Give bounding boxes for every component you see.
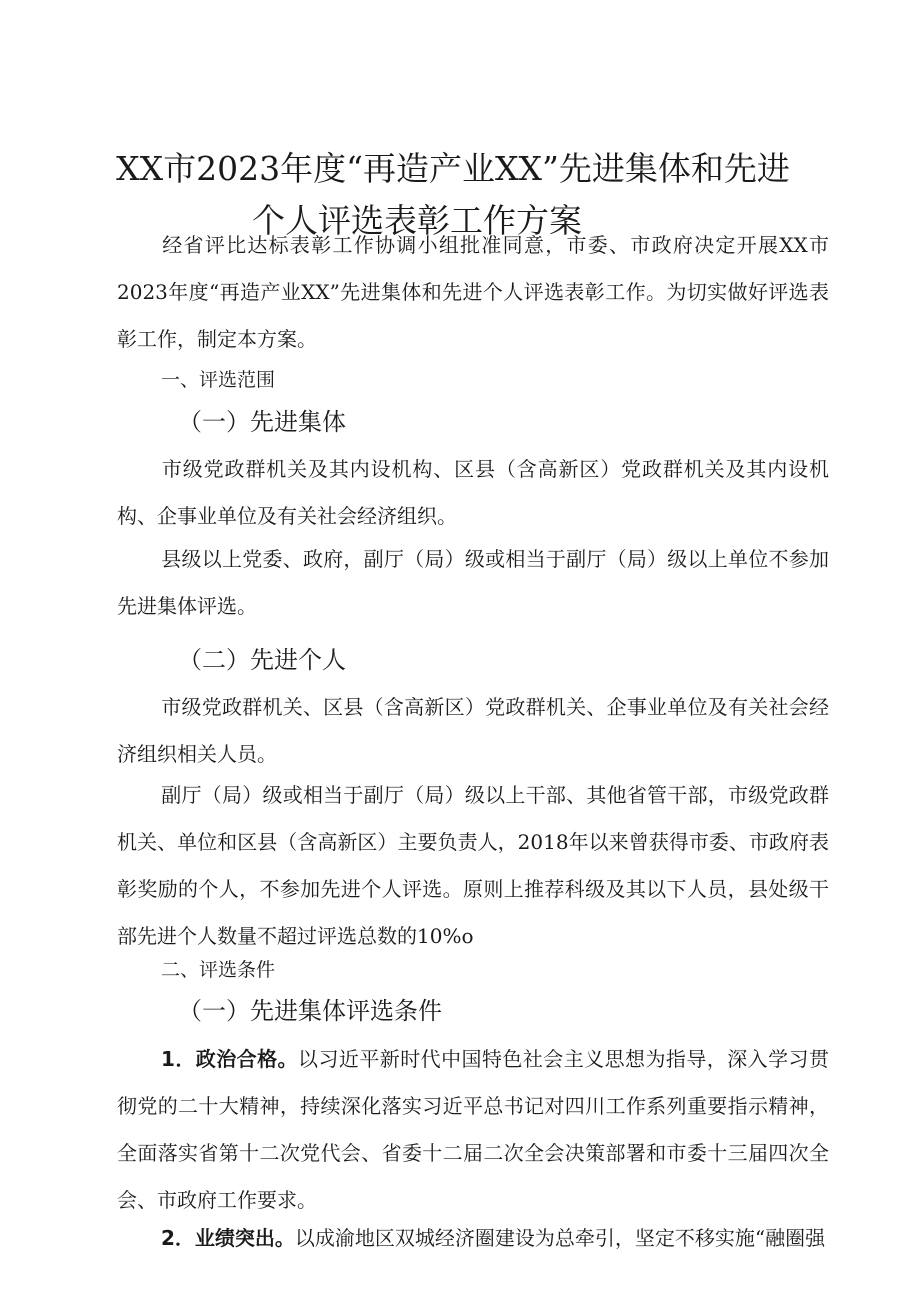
section1-sub1-para1	[117, 446, 829, 540]
section1-sub2-para2	[117, 772, 829, 960]
intro-text: 经省评比达标表彰工作协调小组批准同意，市委、市政府决定开展XX市2023年度“再造产业XX”先进集体和先进个人评选表彰工作。为切实做好评选表彰工作，制定本方案。	[117, 233, 829, 351]
section2-sub1-heading: （一）先进集体评选条件	[178, 997, 442, 1025]
document-title-line1: XX市2023年度“再造产业XX”先进集体和先进	[116, 149, 790, 189]
intro-paragraph	[117, 222, 829, 363]
section1-sub2-para2-text: 副厅（局）级或相当于副厅（局）级以上干部、其他省管干部，市级党政群机关、单位和区县（含高新区）主要负责人，2018年以来曾获得市委、市政府表彰奖励的个人，不参加先进个人评选。原则上推荐科级及其以下人员，县处级干部先进个人数量不超过评选总数的10%o	[117, 783, 829, 948]
section1-sub1-para2-text: 县级以上党委、政府，副厅（局）级或相当于副厅（局）级以上单位不参加先进集体评选。	[117, 547, 829, 618]
section2-item2-label: 2．业绩突出。	[161, 1226, 295, 1250]
section2-item1-label: 1．政治合格。	[161, 1047, 298, 1071]
section1-sub2-para1	[117, 684, 829, 778]
section2-item1-text: 以习近平新时代中国特色社会主义思想为指导，深入学习贯彻党的二十大精神，持续深化落实习近平总书记对四川工作系列重要指示精神，全面落实省第十二次党代会、省委十二届二次全会决策部署和市委十三届四次全会、市政府工作要求。	[117, 1047, 829, 1212]
section2-heading: 二、评选条件	[161, 959, 276, 981]
section2-item2-text: 以成渝地区双城经济圈建设为总牵引，坚定不移实施“融圈强	[294, 1226, 826, 1250]
section1-heading: 一、评选范围	[161, 369, 276, 391]
document-title-line2-text: 个人评选表彰工作方案	[252, 201, 582, 241]
section2-item1	[117, 1036, 829, 1224]
section1-sub1-heading: （一）先进集体	[178, 408, 346, 436]
section1-sub1-para2	[117, 536, 829, 630]
section1-sub2-heading: （二）先进个人	[178, 646, 346, 674]
section2-item2	[117, 1215, 829, 1262]
section1-sub2-para1-text: 市级党政群机关、区县（含高新区）党政群机关、企事业单位及有关社会经济组织相关人员。	[117, 695, 829, 766]
section1-sub1-para1-text: 市级党政群机关及其内设机构、区县（含高新区）党政群机关及其内设机构、企事业单位及有关社会经济组织。	[117, 457, 829, 528]
